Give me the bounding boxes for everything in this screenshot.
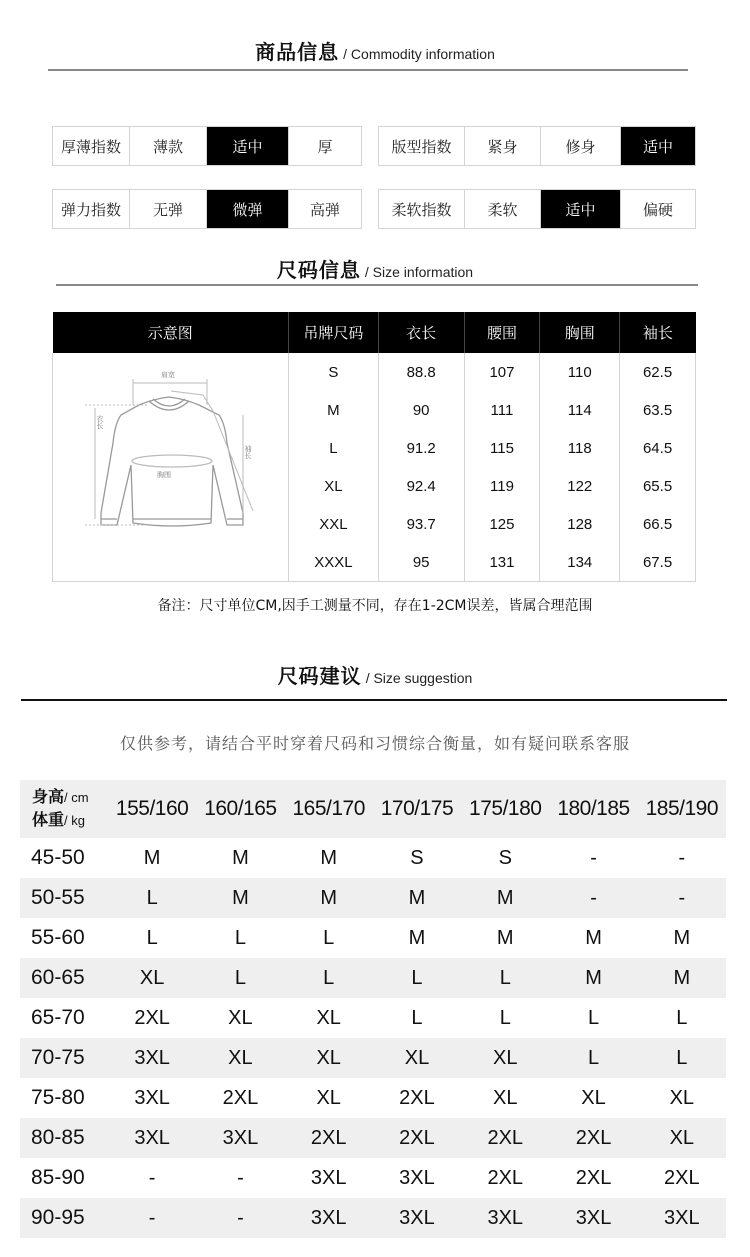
cell-size: M	[288, 391, 378, 429]
size-info-table	[52, 312, 696, 582]
attr-label: 柔软指数	[379, 190, 465, 228]
cell-chest: 122	[540, 467, 620, 505]
size-cell: 3XL	[575, 1206, 612, 1229]
size-suggestion-divider	[21, 699, 727, 701]
attr-option-selected: 适中	[207, 127, 289, 165]
cell-sleeve: 65.5	[620, 467, 696, 505]
measurement-note: 备注：尺寸单位CM,因手工测量不同，存在1-2CM误差，皆属合理范围	[157, 598, 593, 614]
size-cell: XL	[669, 1086, 695, 1109]
diagram-label-chest: 胸围	[157, 471, 172, 479]
header-length: 衣长	[378, 312, 464, 353]
suggestion-row	[20, 918, 726, 958]
suggestion-row	[20, 998, 726, 1038]
attr-option-selected: 适中	[621, 127, 695, 165]
weight-range: 85-90	[31, 1166, 85, 1189]
size-cell: -	[237, 1206, 244, 1229]
size-cell: 3XL	[399, 1166, 435, 1189]
cell-length: 88.8	[378, 353, 464, 391]
size-cell: -	[678, 886, 686, 909]
attr-thickness	[52, 126, 362, 166]
size-cell: -	[590, 846, 597, 869]
cell-size: XXL	[288, 505, 378, 543]
height-label: 身高	[32, 787, 65, 806]
header-diagram: 示意图	[53, 312, 289, 353]
size-cell: XL	[139, 966, 165, 989]
cell-size: XL	[288, 467, 378, 505]
cell-length: 91.2	[378, 429, 464, 467]
size-cell: L	[411, 1006, 423, 1029]
size-cell: 3XL	[134, 1126, 170, 1149]
cell-chest: 134	[540, 543, 620, 581]
weight-range: 45-50	[31, 846, 85, 869]
size-cell: M	[496, 926, 514, 949]
size-cell: 3XL	[310, 1166, 347, 1189]
cell-chest: 118	[540, 429, 620, 467]
attr-softness	[378, 189, 696, 229]
weight-range: 60-65	[31, 966, 85, 989]
size-cell: 3XL	[487, 1206, 524, 1229]
diagram-label-sleeve: 袖长	[244, 445, 253, 459]
size-cell: M	[585, 966, 602, 989]
suggestion-header-row	[20, 780, 726, 838]
attr-option-selected: 适中	[541, 190, 621, 228]
suggestion-row	[20, 1038, 726, 1078]
diagram-label-length: 衣长	[96, 415, 105, 429]
size-cell: L	[411, 966, 423, 989]
cell-sleeve: 63.5	[620, 391, 696, 429]
attr-option: 高弹	[309, 200, 340, 219]
size-cell: -	[148, 1206, 156, 1229]
cell-waist: 119	[464, 467, 540, 505]
weight-range: 75-80	[31, 1086, 85, 1109]
size-cell: XL	[493, 1086, 518, 1109]
size-cell: XL	[228, 1046, 253, 1069]
suggestion-subtitle: 仅供参考，请结合平时穿着尺码和习惯综合衡量，如有疑问联系客服	[119, 734, 630, 753]
cell-chest: 110	[540, 353, 620, 391]
size-cell: 2XL	[399, 1086, 435, 1109]
cell-size: XXXL	[288, 543, 378, 581]
size-cell: 2XL	[222, 1086, 259, 1109]
cell-sleeve: 64.5	[620, 429, 696, 467]
cell-length: 92.4	[378, 467, 464, 505]
weight-range: 55-60	[31, 926, 85, 949]
weight-range: 65-70	[31, 1006, 85, 1029]
size-cell: L	[323, 966, 335, 989]
suggestion-row	[20, 1118, 726, 1158]
size-cell: M	[320, 886, 338, 909]
attr-label: 厚薄指数	[53, 127, 130, 165]
attr-option-selected: 微弹	[207, 190, 289, 228]
cell-size: S	[288, 353, 378, 391]
attr-option: 厚	[317, 137, 333, 156]
cell-waist: 115	[464, 429, 540, 467]
size-cell: L	[146, 926, 158, 949]
size-cell: 2XL	[487, 1126, 524, 1149]
size-cell: XL	[316, 1086, 341, 1109]
header-sleeve: 袖长	[620, 312, 696, 353]
size-cell: S	[498, 846, 512, 869]
suggestion-row	[20, 1158, 726, 1198]
size-suggestion-title-cn: 尺码建议	[277, 664, 362, 688]
weight-unit: / kg	[64, 813, 85, 828]
cell-waist: 131	[464, 543, 540, 581]
size-cell: 3XL	[134, 1086, 170, 1109]
attr-fit	[378, 126, 696, 166]
cell-sleeve: 66.5	[620, 505, 696, 543]
size-cell: XL	[228, 1006, 253, 1029]
attr-label: 弹力指数	[53, 190, 130, 228]
suggestion-row	[20, 1078, 726, 1118]
cell-length: 90	[378, 391, 464, 429]
size-cell: L	[499, 1006, 511, 1029]
size-cell: XL	[581, 1086, 606, 1109]
size-cell: 2XL	[575, 1166, 612, 1189]
size-cell: 2XL	[134, 1006, 170, 1029]
size-suggestion-table	[20, 780, 726, 1238]
size-cell: L	[323, 926, 335, 949]
weight-range: 70-75	[31, 1046, 85, 1069]
size-cell: M	[496, 886, 514, 909]
size-cell: -	[678, 846, 686, 869]
size-cell: XL	[316, 1006, 341, 1029]
size-cell: L	[587, 1006, 600, 1029]
weight-range: 90-95	[31, 1206, 85, 1229]
size-suggestion-title	[0, 660, 750, 689]
attr-label: 版型指数	[379, 127, 465, 165]
cell-length: 93.7	[378, 505, 464, 543]
size-info-divider	[56, 284, 698, 286]
height-col: 175/180	[469, 797, 542, 820]
size-cell: M	[673, 966, 691, 989]
suggestion-row	[20, 958, 726, 998]
diagram-label-shoulder: 肩宽	[161, 371, 176, 379]
attr-option: 无弹	[130, 190, 207, 228]
size-cell: M	[143, 846, 161, 869]
size-cell: XL	[316, 1046, 341, 1069]
height-col: 185/190	[645, 797, 719, 820]
size-cell: L	[676, 1006, 688, 1029]
cell-chest: 114	[540, 391, 620, 429]
suggestion-row	[20, 838, 726, 878]
size-cell: L	[234, 966, 246, 989]
size-cell: M	[408, 886, 426, 909]
commodity-title-en: / Commodity information	[343, 46, 495, 62]
size-table-header	[53, 312, 696, 353]
height-col: 160/165	[204, 797, 277, 820]
header-chest: 胸围	[540, 312, 620, 353]
suggestion-row	[20, 878, 726, 918]
cell-waist: 111	[464, 391, 540, 429]
size-cell: XL	[404, 1046, 430, 1069]
size-cell: 3XL	[134, 1046, 170, 1069]
size-cell: 2XL	[487, 1166, 524, 1189]
height-col: 165/170	[292, 797, 365, 820]
cell-sleeve: 62.5	[620, 353, 696, 391]
height-unit: / cm	[64, 790, 89, 805]
cell-waist: 125	[464, 505, 540, 543]
suggestion-row	[20, 1198, 726, 1238]
height-col: 155/160	[115, 797, 189, 820]
size-cell: L	[587, 1046, 600, 1069]
size-cell: XL	[669, 1126, 695, 1149]
size-cell: M	[232, 886, 249, 909]
size-cell: 2XL	[575, 1126, 612, 1149]
attr-option: 薄款	[130, 127, 207, 165]
attr-option: 紧身	[465, 127, 541, 165]
size-cell: M	[232, 846, 249, 869]
size-cell: 3XL	[310, 1206, 347, 1229]
size-cell: M	[673, 926, 691, 949]
attr-elasticity	[52, 189, 362, 229]
size-cell: L	[676, 1046, 688, 1069]
size-cell: M	[408, 926, 426, 949]
cell-waist: 107	[464, 353, 540, 391]
size-info-title-cn: 尺码信息	[276, 258, 361, 282]
attr-option: 修身	[541, 127, 621, 165]
size-cell: -	[148, 1166, 156, 1189]
table-row	[53, 353, 696, 391]
size-info-title	[0, 254, 750, 283]
header-tag-size: 吊牌尺码	[288, 312, 378, 353]
size-cell: L	[146, 886, 158, 909]
size-cell: M	[585, 926, 602, 949]
size-cell: 3XL	[399, 1206, 435, 1229]
commodity-title-cn: 商品信息	[255, 40, 340, 64]
size-cell: 3XL	[664, 1206, 700, 1229]
cell-chest: 128	[540, 505, 620, 543]
sweater-diagram-icon	[53, 353, 287, 577]
height-col: 180/185	[557, 797, 630, 820]
corner-label	[20, 786, 108, 832]
size-cell: M	[320, 846, 338, 869]
cell-sleeve: 67.5	[620, 543, 696, 581]
size-cell: -	[237, 1166, 244, 1189]
size-cell: 3XL	[222, 1126, 259, 1149]
height-col: 170/175	[380, 797, 454, 820]
size-cell: -	[590, 886, 597, 909]
commodity-divider	[48, 69, 688, 71]
attr-option: 偏硬	[642, 200, 673, 219]
garment-diagram	[53, 353, 289, 582]
size-cell: S	[410, 846, 424, 869]
commodity-title	[0, 36, 750, 65]
size-cell: 2XL	[310, 1126, 347, 1149]
size-suggestion-title-en: / Size suggestion	[365, 670, 473, 686]
cell-size: L	[288, 429, 378, 467]
weight-range: 80-85	[31, 1126, 85, 1149]
attr-option: 柔软	[465, 190, 541, 228]
weight-label: 体重	[32, 810, 65, 829]
size-cell: 2XL	[664, 1166, 700, 1189]
size-cell: L	[499, 966, 511, 989]
size-cell: 2XL	[399, 1126, 435, 1149]
header-waist: 腰围	[464, 312, 540, 353]
size-info-title-en: / Size information	[364, 264, 474, 280]
cell-length: 95	[378, 543, 464, 581]
size-cell: XL	[493, 1046, 518, 1069]
size-cell: L	[234, 926, 246, 949]
weight-range: 50-55	[31, 886, 85, 909]
